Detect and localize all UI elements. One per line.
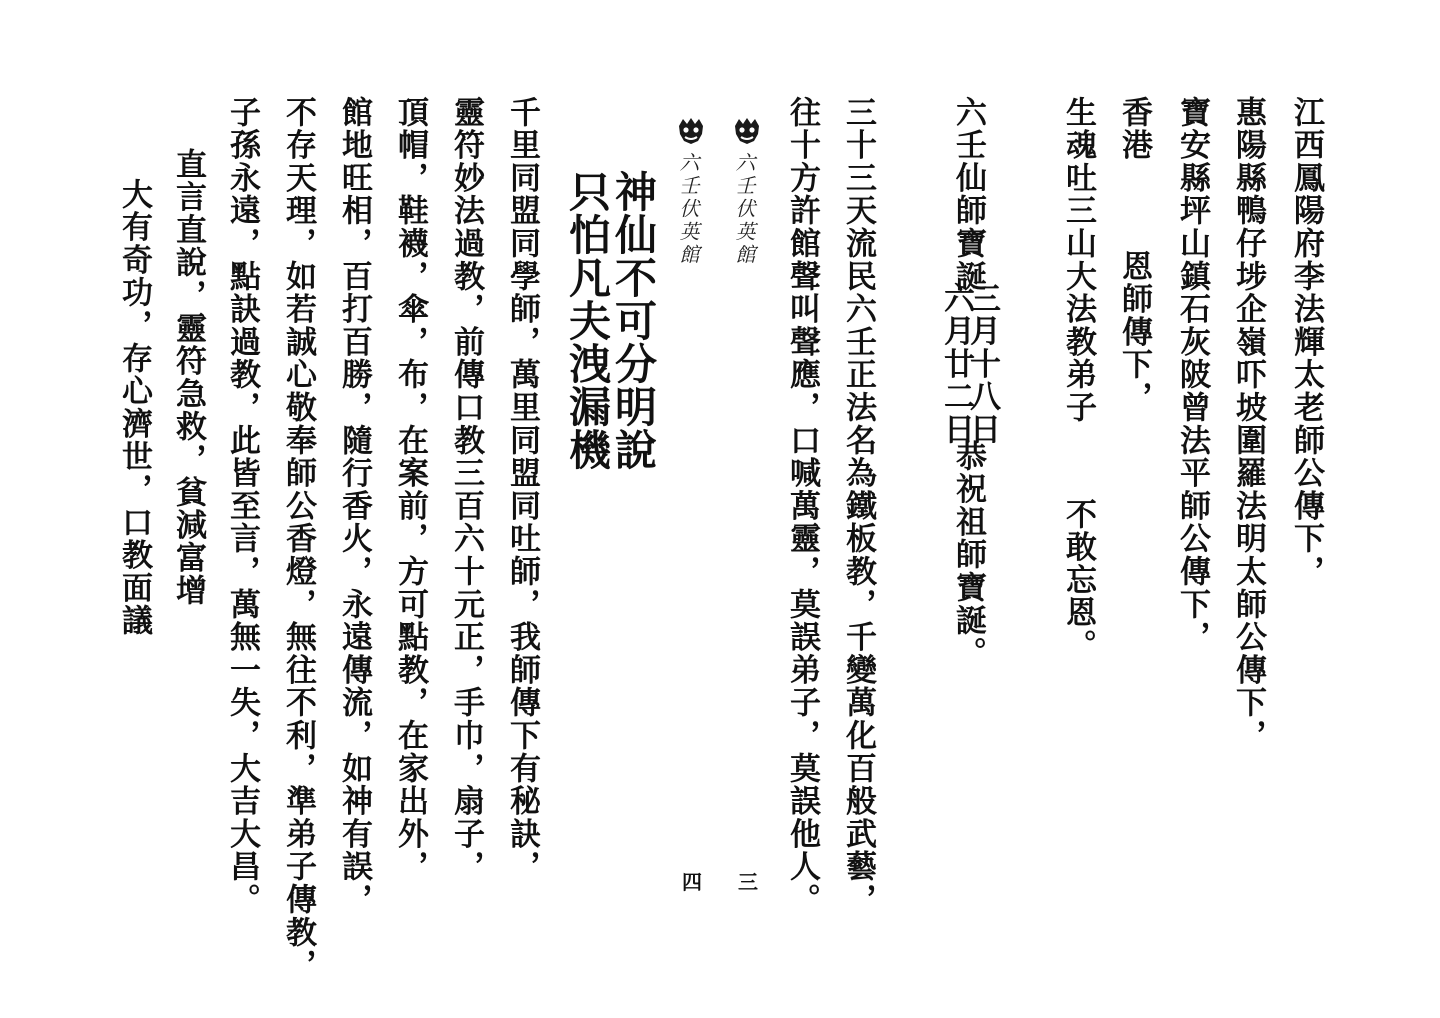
disciple-line: 生魂吐三山大法教弟子 — [1060, 96, 1096, 424]
iron-board-line: 三十三天流民六壬正法名為鐵板教，千變萬化百般武藝， — [840, 96, 876, 916]
couplet-line-2: 大有奇功，存心濟世，口教面議 — [116, 178, 152, 638]
page-number-right: 三 — [738, 870, 758, 894]
master-line: 恩師傳下， — [1116, 250, 1152, 414]
lineage-line-1: 江西鳳陽府李法輝太老師公傳下， — [1288, 96, 1324, 588]
gratitude-line: 不敢忘恩。 — [1060, 498, 1096, 662]
hall-seal-left: 六壬伏英館 — [676, 152, 700, 267]
text-line-4: 館地旺相，百打百勝，隨行香火，永遠傳流，如神有誤， — [336, 96, 372, 916]
lion-head-icon — [732, 116, 762, 146]
text-line-1: 千里同盟同學師，萬里同盟同吐師，我師傳下有秘訣， — [504, 96, 540, 884]
birthday-date-1: 三月十八日 — [964, 282, 1000, 446]
hong-kong-label: 香港 — [1116, 96, 1152, 162]
couplet-line-1: 直言直說，靈符急救，貧減富增 — [170, 148, 206, 608]
birthday-greeting: 恭祝祖師寶誕。 — [950, 440, 986, 670]
text-line-6: 子孫永遠，點訣過教，此皆至言，萬無一失，大吉大昌。 — [224, 96, 260, 916]
title-line-1: 神仙不可分明說 — [609, 170, 658, 471]
text-line-3: 頂帽，鞋襪，傘，布，在案前，方可點教，在家出外， — [392, 96, 428, 884]
hall-seal-right: 六壬伏英館 — [732, 152, 756, 267]
text-line-2: 靈符妙法過教，前傳口教三百六十元正，手巾，扇子， — [448, 96, 484, 884]
birthday-label: 六壬仙師寶誕 — [950, 96, 986, 293]
lineage-line-3: 寶安縣坪山鎮石灰陂曾法平師公傳下， — [1174, 96, 1210, 654]
lineage-line-2: 惠陽縣鴨仔埗企嶺吓坡圍羅法明太師公傳下， — [1230, 96, 1266, 752]
text-line-5: 不存天理，如若誠心敬奉師公香燈，無往不利，準弟子傳教， — [280, 96, 316, 982]
page-number-left: 四 — [682, 870, 702, 894]
title-line-2: 只怕凡夫洩漏機 — [563, 170, 612, 471]
invocation-line: 往十方許館聲叫聲應，口喊萬靈，莫誤弟子，莫誤他人。 — [784, 96, 820, 916]
lion-head-icon — [676, 116, 706, 146]
birthday-date-2: 六月廿二日 — [938, 282, 974, 446]
